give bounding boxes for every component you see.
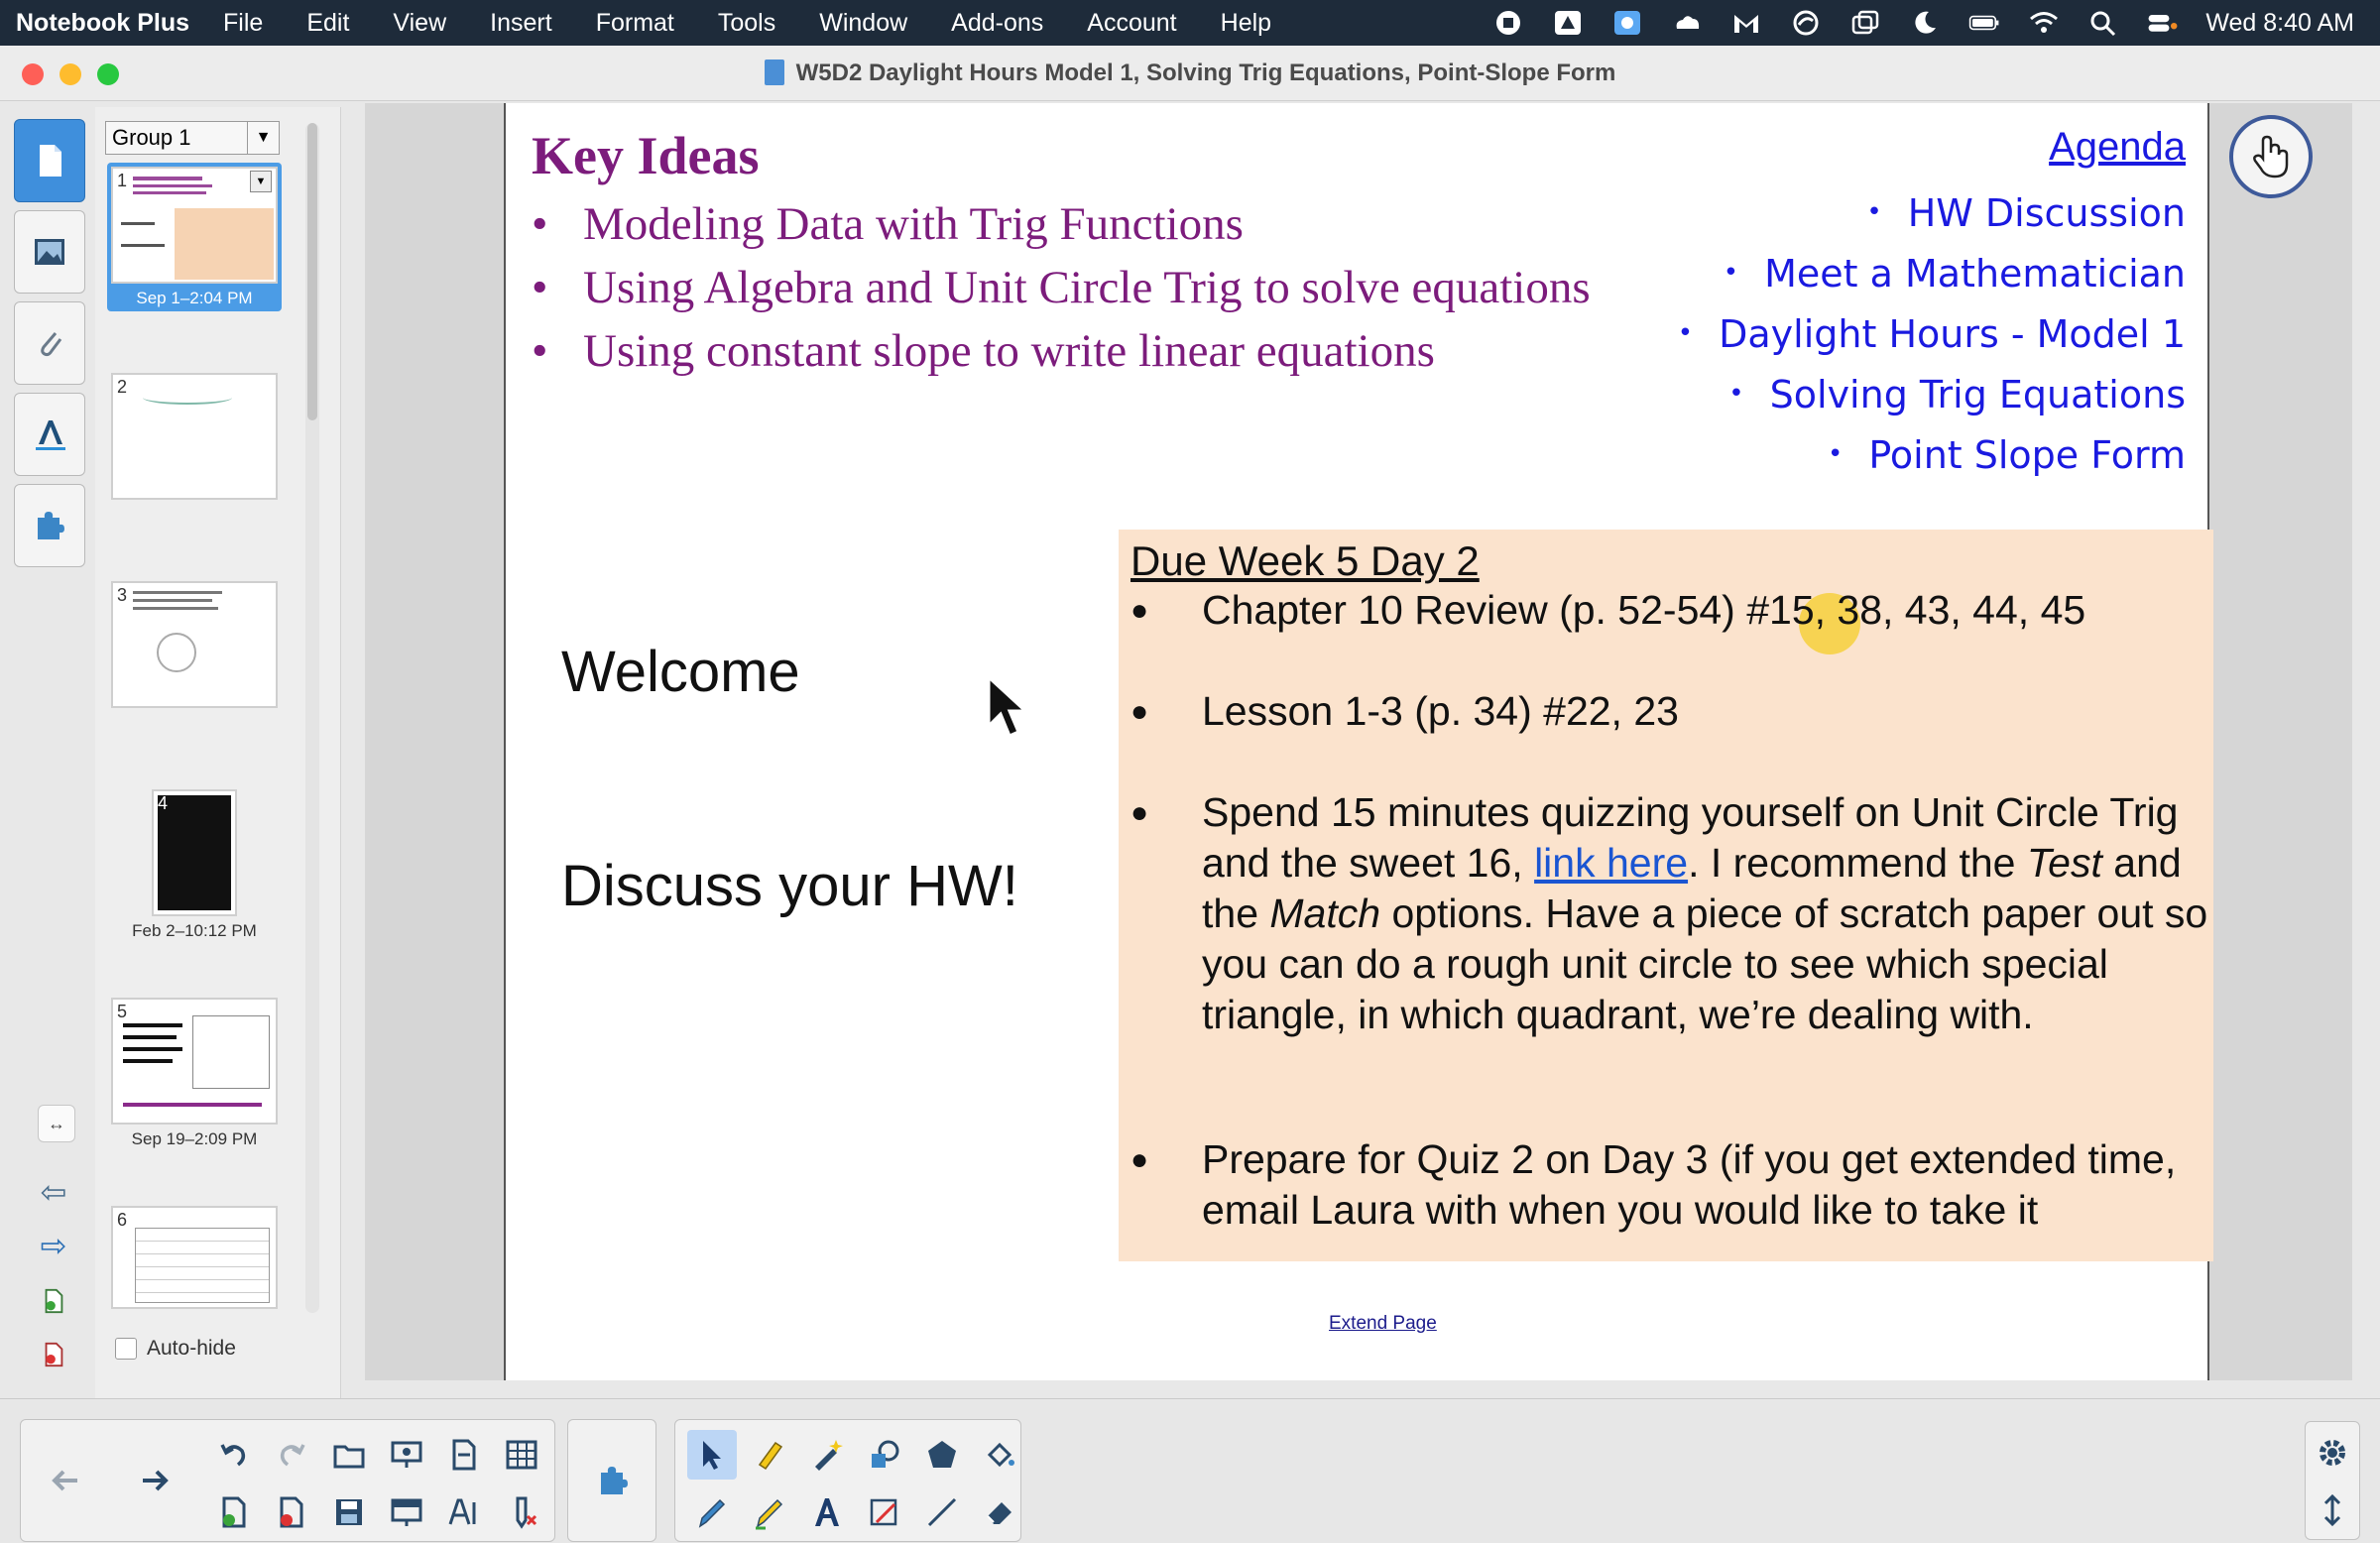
- menu-format[interactable]: Format: [595, 8, 674, 37]
- chevron-down-icon[interactable]: ▼: [247, 122, 279, 154]
- wifi-icon[interactable]: [2027, 8, 2061, 38]
- hand-pointer-icon: [2249, 133, 2293, 180]
- thumbnail-number: 4: [158, 793, 169, 813]
- windows-icon[interactable]: [1848, 8, 1882, 38]
- text-icon: [809, 1494, 845, 1530]
- group-dropdown[interactable]: [105, 121, 280, 155]
- thumbnail-date: Sep 1–2:04 PM: [136, 289, 253, 307]
- table-icon: [504, 1437, 539, 1473]
- thumbnail-image: [111, 998, 278, 1125]
- polygon-tool-button[interactable]: [917, 1430, 967, 1480]
- menu-bar: [0, 0, 2380, 46]
- homework-item-emphasis: Match: [1269, 890, 1381, 936]
- open-file-button[interactable]: [324, 1430, 374, 1480]
- menu-addons[interactable]: Add-ons: [951, 8, 1044, 37]
- canvas-area[interactable]: [365, 103, 2352, 1380]
- page-sorter-tab[interactable]: [14, 119, 85, 202]
- thumbnail-image: [111, 1206, 278, 1309]
- window-titlebar: [0, 46, 2380, 101]
- key-idea-item: • Using Algebra and Unit Circle Trig to solve equations: [532, 256, 1591, 319]
- undo-button[interactable]: [209, 1430, 259, 1480]
- sorter-scrollbar[interactable]: [307, 123, 317, 420]
- battery-icon[interactable]: [1967, 8, 2001, 38]
- menu-tools[interactable]: Tools: [717, 8, 776, 37]
- autohide-label: Auto-hide: [147, 1337, 236, 1360]
- select-arrow-icon: [694, 1437, 730, 1473]
- line-icon: [924, 1494, 960, 1530]
- arrow-right-icon: [137, 1463, 173, 1498]
- notebook-page[interactable]: [504, 103, 2209, 1380]
- thumbnail-number: 6: [117, 1210, 128, 1230]
- pen-icon: [694, 1494, 730, 1530]
- document-icon: [765, 59, 784, 85]
- puzzle-icon: [30, 506, 69, 545]
- eraser-tool-button[interactable]: [975, 1487, 1024, 1537]
- magic-pen-icon: [809, 1437, 845, 1473]
- sweet16-link[interactable]: link here: [1534, 840, 1689, 886]
- highlighter-tool-button[interactable]: [745, 1430, 794, 1480]
- creative-pen-icon: [752, 1494, 787, 1530]
- spotlight-icon[interactable]: [2086, 8, 2120, 38]
- thumbnail-date: Sep 19–2:09 PM: [131, 1129, 258, 1148]
- screen-shade-icon: [389, 1494, 424, 1530]
- window-title: [0, 59, 2380, 87]
- cloud-icon[interactable]: [1670, 8, 1704, 38]
- save-button[interactable]: [324, 1487, 374, 1537]
- homework-item: ● Lesson 1-3 (p. 34) #22, 23: [1130, 688, 1679, 734]
- redo-button[interactable]: [267, 1430, 316, 1480]
- paperclip-icon: [30, 323, 69, 363]
- mouse-cursor-icon: [986, 674, 1029, 746]
- homework-item-text: . I recommend the: [1688, 840, 2027, 886]
- fit-width-icon: [446, 1437, 482, 1473]
- homework-item-text: options. Have a piece of scratch paper out so you can do a rough unit circle to see which special triangle, in which quadrant, we’re dealing with.: [1202, 890, 2208, 1037]
- agenda-link[interactable]: Agenda: [2049, 125, 2186, 169]
- agenda-item-text: HW Discussion: [1907, 191, 2186, 235]
- gallery-icon: [30, 232, 69, 272]
- homework-item: ● Prepare for Quiz 2 on Day 3 (if you get extended time, email Laura with when you would like to take it: [1130, 1136, 2177, 1233]
- move-toolbar-button[interactable]: [2308, 1485, 2357, 1535]
- homework-item: ● Chapter 10 Review (p. 52-54) #15, 38, 43, 44, 45: [1130, 587, 2086, 633]
- menu-file[interactable]: File: [223, 8, 264, 37]
- text-options-icon: [446, 1494, 482, 1530]
- side-tabs: [8, 107, 91, 1396]
- homework-box[interactable]: [1119, 530, 2213, 1261]
- agenda-item: • HW Discussion: [1866, 191, 2186, 235]
- app-menu[interactable]: Notebook Plus: [16, 8, 190, 37]
- polygon-icon: [924, 1437, 960, 1473]
- redo-icon: [274, 1437, 309, 1473]
- discuss-text[interactable]: Discuss your HW!: [561, 854, 1018, 918]
- select-tool-button[interactable]: [687, 1430, 737, 1480]
- gallery-tab[interactable]: [14, 210, 85, 294]
- delete-page-button[interactable]: [267, 1487, 316, 1537]
- addons-toolbar-group: [567, 1419, 656, 1542]
- extend-page-link[interactable]: Extend Page: [1329, 1313, 1437, 1334]
- homework-item-emphasis: Test: [2026, 840, 2102, 886]
- text-tool-button[interactable]: [802, 1487, 852, 1537]
- line-tool-button[interactable]: [917, 1487, 967, 1537]
- previous-page-button[interactable]: [41, 1456, 90, 1505]
- addons-tab[interactable]: [14, 484, 85, 567]
- record-icon[interactable]: [1491, 8, 1525, 38]
- page-thumbnail-4[interactable]: [107, 785, 282, 944]
- attachments-tab[interactable]: [14, 301, 85, 385]
- agenda-list[interactable]: [1678, 182, 2186, 485]
- page-thumbnail-6[interactable]: [107, 1202, 282, 1309]
- camera-icon[interactable]: [1610, 8, 1644, 38]
- pen-tool-button[interactable]: [687, 1487, 737, 1537]
- arrow-left-icon: [48, 1463, 83, 1498]
- page-icon: [30, 141, 69, 180]
- thumbnail-date: Feb 2–10:12 PM: [132, 921, 257, 940]
- thumbnail-image: [111, 373, 278, 500]
- key-idea-item: • Modeling Data with Trig Functions: [532, 192, 1591, 256]
- shapes-tool-button[interactable]: [860, 1430, 909, 1480]
- page-thumbnail-1[interactable]: [107, 163, 282, 311]
- agenda-item-text: Meet a Mathematician: [1764, 252, 2186, 296]
- add-page-button[interactable]: [209, 1487, 259, 1537]
- page-toolbar-group: [20, 1419, 555, 1542]
- thumbnail-image: [111, 581, 278, 708]
- agenda-item-text: Point Slope Form: [1868, 433, 2186, 477]
- add-page-icon: [216, 1494, 252, 1530]
- previous-page-icon[interactable]: ⇦: [40, 1174, 67, 1210]
- thumbnail-image: [111, 167, 278, 284]
- menu-help[interactable]: Help: [1220, 8, 1272, 37]
- key-idea-text: Using constant slope to write linear equations: [583, 325, 1435, 377]
- display-button[interactable]: [382, 1430, 431, 1480]
- page-thumbnail-5[interactable]: [107, 994, 282, 1152]
- thumbnail-number: 2: [117, 377, 128, 397]
- key-idea-item: • Using constant slope to write linear equations: [532, 319, 1591, 383]
- toolbar-settings-group: [2305, 1421, 2360, 1540]
- menu-insert[interactable]: Insert: [490, 8, 552, 37]
- thumbnail-number: 3: [117, 585, 128, 605]
- fill-tool-button[interactable]: [975, 1430, 1024, 1480]
- checkbox-icon[interactable]: [115, 1338, 137, 1360]
- screen-icon: [389, 1437, 424, 1473]
- eraser-pen-button[interactable]: [860, 1487, 909, 1537]
- menu-edit[interactable]: Edit: [306, 8, 350, 37]
- homework-item-text: Lesson 1-3 (p. 34) #22, 23: [1202, 688, 1679, 734]
- window-title-text: W5D2 Daylight Hours Model 1, Solving Trig Equations, Point-Slope Form: [795, 59, 1616, 86]
- add-page-icon[interactable]: [34, 1281, 73, 1321]
- creative-pen-button[interactable]: [745, 1487, 794, 1537]
- next-page-button[interactable]: [130, 1456, 179, 1505]
- thumbnail-menu-icon[interactable]: ▼: [250, 171, 272, 192]
- welcome-text[interactable]: Welcome: [561, 640, 800, 704]
- puzzle-icon: [595, 1463, 631, 1498]
- page-sorter: [95, 107, 341, 1408]
- tools-toolbar-group: [674, 1419, 1021, 1542]
- homework-item-text: and the: [1202, 840, 2182, 936]
- magic-pen-button[interactable]: [802, 1430, 852, 1480]
- menu-window[interactable]: Window: [819, 8, 908, 37]
- key-ideas-list[interactable]: [532, 192, 1591, 383]
- page-thumbnail-2[interactable]: [107, 369, 282, 500]
- agenda-item-text: Solving Trig Equations: [1769, 373, 2186, 416]
- menu-account[interactable]: Account: [1087, 8, 1177, 37]
- vertical-arrows-icon: [2315, 1492, 2350, 1528]
- settings-button[interactable]: [2308, 1428, 2357, 1478]
- agenda-item-text: Daylight Hours - Model 1: [1719, 312, 2186, 356]
- homework-item-text: Chapter 10 Review (p. 52-54) #15, 38, 43, 44, 45: [1202, 587, 2086, 633]
- hand-tool-button[interactable]: [2229, 115, 2313, 198]
- group-dropdown-label: Group 1: [112, 125, 191, 150]
- thumbnail-number: 1: [117, 171, 128, 190]
- collapse-sidebar-button[interactable]: ↔: [38, 1105, 75, 1142]
- bottom-toolbar: [0, 1398, 2380, 1543]
- key-idea-text: Using Algebra and Unit Circle Trig to solve equations: [583, 262, 1591, 313]
- clear-ink-button[interactable]: [497, 1487, 546, 1537]
- agenda-item: • Daylight Hours - Model 1: [1677, 312, 2186, 356]
- key-idea-text: Modeling Data with Trig Functions: [583, 198, 1244, 250]
- delete-page-icon[interactable]: [34, 1335, 73, 1374]
- menu-view[interactable]: View: [393, 8, 447, 37]
- drive-icon[interactable]: [1551, 8, 1585, 38]
- sync-icon[interactable]: [1789, 8, 1823, 38]
- undo-icon: [216, 1437, 252, 1473]
- homework-item-text: Prepare for Quiz 2 on Day 3 (if you get extended time, email Laura with when you would like to take it: [1202, 1136, 2177, 1233]
- menubar-clock[interactable]: Wed 8:40 AM: [2205, 8, 2354, 37]
- folder-icon: [331, 1437, 367, 1473]
- save-icon: [331, 1494, 367, 1530]
- insert-table-button[interactable]: [497, 1430, 546, 1480]
- screen-shade-button[interactable]: [382, 1487, 431, 1537]
- page-thumbnail-3[interactable]: [107, 577, 282, 708]
- highlighter-icon: [752, 1437, 787, 1473]
- clear-ink-icon: [504, 1494, 539, 1530]
- agenda-item: • Meet a Mathematician: [1723, 252, 2186, 296]
- fill-bucket-icon: [982, 1437, 1017, 1473]
- homework-item-text: Spend 15 minutes quizzing yourself on Unit Circle Trig and the sweet 16,: [1202, 789, 2179, 886]
- thumbnail-number: 5: [117, 1002, 128, 1021]
- next-page-icon[interactable]: ⇨: [40, 1228, 67, 1263]
- agenda-item: • Solving Trig Equations: [1728, 373, 2186, 416]
- homework-title: Due Week 5 Day 2: [1130, 537, 1480, 584]
- text-properties-icon: [30, 415, 69, 454]
- eraser-icon: [982, 1494, 1017, 1530]
- autohide-checkbox[interactable]: [115, 1337, 236, 1361]
- delete-page-icon: [274, 1494, 309, 1530]
- text-tool-options-button[interactable]: [439, 1487, 489, 1537]
- thumbnail-image: [152, 789, 237, 916]
- gmail-icon[interactable]: [1729, 8, 1763, 38]
- shapes-icon: [867, 1437, 902, 1473]
- moon-icon[interactable]: [1908, 8, 1942, 38]
- properties-tab[interactable]: [14, 393, 85, 476]
- agenda-item: • Point Slope Form: [1827, 433, 2186, 477]
- gear-icon: [2315, 1435, 2350, 1471]
- homework-item: ● Spend 15 minutes quizzing yourself on Unit Circle Trig and the sweet 16, link here. I recommend the Test and the Match options. Have a piece of scratch paper out so you can do a rough unit circle to see which special triangle, in which quadrant, we’re dealing with.: [1130, 789, 2208, 1037]
- key-ideas-title[interactable]: Key Ideas: [532, 126, 760, 185]
- addons-button[interactable]: [588, 1456, 638, 1505]
- eraser-pen-icon: [867, 1494, 902, 1530]
- control-center-icon[interactable]: [2146, 8, 2180, 38]
- fit-page-button[interactable]: [439, 1430, 489, 1480]
